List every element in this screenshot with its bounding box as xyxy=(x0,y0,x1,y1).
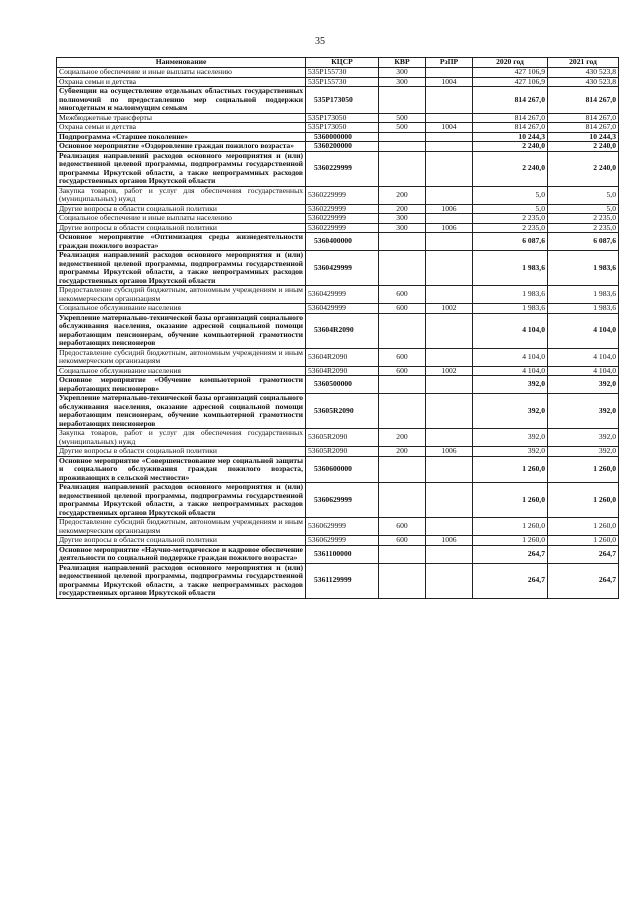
table-row xyxy=(57,251,619,286)
table-row xyxy=(57,456,619,483)
row-rzpr-cell: 1002 xyxy=(426,366,473,376)
row-name-cell: Охрана семьи и детства xyxy=(57,123,306,133)
row-2021-cell: 2 235,0 xyxy=(548,223,619,233)
row-2021-cell: 5,0 xyxy=(548,186,619,204)
row-2020-cell: 1 260,0 xyxy=(473,456,548,483)
row-kcsr-cell: 5360229999 xyxy=(306,223,379,233)
table-row xyxy=(57,68,619,78)
row-kvr-cell: 200 xyxy=(379,429,426,447)
row-name-cell: Другие вопросы в области социальной политики xyxy=(57,223,306,233)
row-kcsr-cell: 535P173050 xyxy=(306,113,379,123)
row-2020-cell: 392,0 xyxy=(473,429,548,447)
header-kcsr: КЦСР xyxy=(306,58,379,68)
row-2020-cell: 4 104,0 xyxy=(473,348,548,366)
row-2020-cell: 2 240,0 xyxy=(473,142,548,152)
row-name-cell: Охрана семьи и детства xyxy=(57,77,306,87)
row-rzpr-cell xyxy=(426,313,473,348)
row-rzpr-cell xyxy=(426,151,473,186)
row-name-cell: Субвенции на осуществление отдельных областных государственных полномочий по предоставлению мер социальной поддержки многодетным и малоимущим семьям xyxy=(57,87,306,114)
row-kcsr-cell: 53604R2090 xyxy=(306,313,379,348)
table-row xyxy=(57,233,619,251)
row-kvr-cell xyxy=(379,545,426,563)
row-kcsr-cell: 535P155730 xyxy=(306,68,379,78)
row-2020-cell: 6 087,6 xyxy=(473,233,548,251)
row-kcsr-cell: 53605R2090 xyxy=(306,447,379,457)
row-name-cell: Социальное обслуживание населения xyxy=(57,304,306,314)
row-2020-cell: 1 983,6 xyxy=(473,251,548,286)
row-2021-cell: 6 087,6 xyxy=(548,233,619,251)
row-kcsr-cell: 5360429999 xyxy=(306,304,379,314)
table-row xyxy=(57,348,619,366)
row-rzpr-cell xyxy=(426,286,473,304)
row-2021-cell: 2 240,0 xyxy=(548,151,619,186)
header-rzpr: РзПР xyxy=(426,58,473,68)
row-2020-cell: 4 104,0 xyxy=(473,366,548,376)
row-2020-cell: 814 267,0 xyxy=(473,87,548,114)
row-name-cell: Укрепление материально-технической базы организаций социального обслуживания населения, оказание адресной социальной помощи неработающим пенсионерам, обучение компьютерной грамотности неработающих пенсионеров xyxy=(57,313,306,348)
table-row xyxy=(57,123,619,133)
row-name-cell: Социальное обслуживание населения xyxy=(57,366,306,376)
row-kvr-cell: 300 xyxy=(379,68,426,78)
row-rzpr-cell: 1006 xyxy=(426,223,473,233)
row-kvr-cell: 600 xyxy=(379,304,426,314)
row-kcsr-cell: 53604R2090 xyxy=(306,348,379,366)
row-2021-cell: 4 104,0 xyxy=(548,366,619,376)
row-2020-cell: 10 244,3 xyxy=(473,132,548,142)
row-kcsr-cell: 535P173050 xyxy=(306,123,379,133)
row-rzpr-cell: 1006 xyxy=(426,204,473,214)
row-kcsr-cell: 5360400000 xyxy=(306,233,379,251)
row-rzpr-cell xyxy=(426,87,473,114)
row-2020-cell: 1 983,6 xyxy=(473,304,548,314)
row-rzpr-cell xyxy=(426,456,473,483)
row-2021-cell: 1 983,6 xyxy=(548,304,619,314)
row-2020-cell: 814 267,0 xyxy=(473,123,548,133)
header-2021: 2021 год xyxy=(548,58,619,68)
row-2020-cell: 2 235,0 xyxy=(473,214,548,224)
table-row xyxy=(57,563,619,598)
row-kvr-cell: 200 xyxy=(379,204,426,214)
row-kvr-cell xyxy=(379,563,426,598)
table-row xyxy=(57,286,619,304)
table-row xyxy=(57,447,619,457)
row-name-cell: Основное мероприятие «Оздоровление граждан пожилого возраста» xyxy=(57,142,306,152)
row-kcsr-cell: 5361129999 xyxy=(306,563,379,598)
row-rzpr-cell xyxy=(426,233,473,251)
row-2020-cell: 2 235,0 xyxy=(473,223,548,233)
row-rzpr-cell xyxy=(426,483,473,518)
row-kcsr-cell: 5360600000 xyxy=(306,456,379,483)
row-2020-cell: 427 106,9 xyxy=(473,68,548,78)
row-kcsr-cell: 5360229999 xyxy=(306,151,379,186)
row-2020-cell: 5,0 xyxy=(473,204,548,214)
row-2021-cell: 264,7 xyxy=(548,545,619,563)
row-2020-cell: 814 267,0 xyxy=(473,113,548,123)
row-rzpr-cell xyxy=(426,545,473,563)
row-kcsr-cell: 5360000000 xyxy=(306,132,379,142)
row-kvr-cell: 200 xyxy=(379,186,426,204)
row-rzpr-cell xyxy=(426,429,473,447)
row-kvr-cell: 300 xyxy=(379,77,426,87)
row-name-cell: Основное мероприятие «Обучение компьютерной грамотности неработающих пенсионеров» xyxy=(57,376,306,394)
table-row xyxy=(57,142,619,152)
row-kvr-cell xyxy=(379,87,426,114)
row-kcsr-cell: 5360229999 xyxy=(306,186,379,204)
table-header-row xyxy=(57,58,619,68)
row-2020-cell: 5,0 xyxy=(473,186,548,204)
row-name-cell: Межбюджетные трансферты xyxy=(57,113,306,123)
table-row xyxy=(57,536,619,546)
row-name-cell: Другие вопросы в области социальной политики xyxy=(57,204,306,214)
row-2020-cell: 392,0 xyxy=(473,394,548,429)
row-kvr-cell: 600 xyxy=(379,286,426,304)
row-rzpr-cell xyxy=(426,376,473,394)
row-kvr-cell: 600 xyxy=(379,348,426,366)
row-kcsr-cell: 5360629999 xyxy=(306,536,379,546)
row-kcsr-cell: 5360429999 xyxy=(306,251,379,286)
row-2021-cell: 264,7 xyxy=(548,563,619,598)
row-kvr-cell xyxy=(379,151,426,186)
row-name-cell: Предоставление субсидий бюджетным, автономным учреждениям и иным некоммерческим организациям xyxy=(57,348,306,366)
row-2020-cell: 2 240,0 xyxy=(473,151,548,186)
row-rzpr-cell: 1004 xyxy=(426,123,473,133)
row-kvr-cell: 600 xyxy=(379,518,426,536)
row-name-cell: Закупка товаров, работ и услуг для обеспечения государственных (муниципальных) нужд xyxy=(57,429,306,447)
row-rzpr-cell xyxy=(426,518,473,536)
row-kcsr-cell: 5360629999 xyxy=(306,483,379,518)
row-rzpr-cell xyxy=(426,251,473,286)
row-2020-cell: 427 106,9 xyxy=(473,77,548,87)
row-2021-cell: 814 267,0 xyxy=(548,113,619,123)
row-2021-cell: 392,0 xyxy=(548,376,619,394)
row-kvr-cell xyxy=(379,376,426,394)
row-2020-cell: 264,7 xyxy=(473,563,548,598)
row-2021-cell: 1 983,6 xyxy=(548,251,619,286)
row-kvr-cell xyxy=(379,483,426,518)
row-2021-cell: 814 267,0 xyxy=(548,123,619,133)
row-2020-cell: 1 260,0 xyxy=(473,483,548,518)
row-kvr-cell: 300 xyxy=(379,214,426,224)
row-rzpr-cell: 1006 xyxy=(426,536,473,546)
row-kcsr-cell: 5360500000 xyxy=(306,376,379,394)
row-2021-cell: 1 260,0 xyxy=(548,518,619,536)
row-2021-cell: 2 235,0 xyxy=(548,214,619,224)
row-kcsr-cell: 53604R2090 xyxy=(306,366,379,376)
header-kvr: КВР xyxy=(379,58,426,68)
row-2021-cell: 814 267,0 xyxy=(548,87,619,114)
row-kvr-cell: 500 xyxy=(379,123,426,133)
row-2021-cell: 4 104,0 xyxy=(548,313,619,348)
row-2021-cell: 1 260,0 xyxy=(548,456,619,483)
table-row xyxy=(57,376,619,394)
row-2020-cell: 392,0 xyxy=(473,447,548,457)
row-kvr-cell xyxy=(379,233,426,251)
row-name-cell: Основное мероприятие «Оптимизация среды жизнедеятельности граждан пожилого возраста» xyxy=(57,233,306,251)
row-2020-cell: 1 260,0 xyxy=(473,536,548,546)
table-row xyxy=(57,151,619,186)
table-row xyxy=(57,518,619,536)
row-kcsr-cell: 5360200000 xyxy=(306,142,379,152)
page-number: 35 xyxy=(315,36,325,47)
row-kvr-cell xyxy=(379,251,426,286)
row-2021-cell: 430 523,8 xyxy=(548,77,619,87)
row-name-cell: Подпрограмма «Старшее поколение» xyxy=(57,132,306,142)
row-kvr-cell xyxy=(379,394,426,429)
row-rzpr-cell: 1002 xyxy=(426,304,473,314)
row-name-cell: Социальное обеспечение и иные выплаты населению xyxy=(57,68,306,78)
table-row xyxy=(57,87,619,114)
table-row xyxy=(57,186,619,204)
table-row xyxy=(57,429,619,447)
row-rzpr-cell: 1004 xyxy=(426,77,473,87)
row-2020-cell: 392,0 xyxy=(473,376,548,394)
row-2021-cell: 392,0 xyxy=(548,394,619,429)
row-name-cell: Закупка товаров, работ и услуг для обеспечения государственных (муниципальных) нужд xyxy=(57,186,306,204)
row-2021-cell: 430 523,8 xyxy=(548,68,619,78)
row-name-cell: Предоставление субсидий бюджетным, автономным учреждениям и иным некоммерческим организациям xyxy=(57,518,306,536)
row-kvr-cell: 300 xyxy=(379,223,426,233)
row-2021-cell: 4 104,0 xyxy=(548,348,619,366)
table-row xyxy=(57,313,619,348)
row-2020-cell: 264,7 xyxy=(473,545,548,563)
row-rzpr-cell xyxy=(426,132,473,142)
row-name-cell: Другие вопросы в области социальной политики xyxy=(57,536,306,546)
row-2021-cell: 2 240,0 xyxy=(548,142,619,152)
table-row xyxy=(57,483,619,518)
row-2021-cell: 1 260,0 xyxy=(548,483,619,518)
row-kcsr-cell: 53605R2090 xyxy=(306,429,379,447)
table-row xyxy=(57,545,619,563)
row-kcsr-cell: 53605R2090 xyxy=(306,394,379,429)
row-rzpr-cell xyxy=(426,142,473,152)
row-kvr-cell xyxy=(379,313,426,348)
row-kcsr-cell: 5360229999 xyxy=(306,214,379,224)
row-kcsr-cell: 5361100000 xyxy=(306,545,379,563)
row-2021-cell: 10 244,3 xyxy=(548,132,619,142)
header-name: Наименование xyxy=(57,58,306,68)
row-rzpr-cell xyxy=(426,68,473,78)
row-rzpr-cell: 1006 xyxy=(426,447,473,457)
table-row xyxy=(57,304,619,314)
row-2020-cell: 1 260,0 xyxy=(473,518,548,536)
row-name-cell: Реализация направлений расходов основного мероприятия и (или) ведомственной целевой программы, подпрограммы государственной программы Иркутской области, а также непрограммных расходов государственных органов Иркутской области xyxy=(57,483,306,518)
row-kcsr-cell: 535P155730 xyxy=(306,77,379,87)
row-kvr-cell: 600 xyxy=(379,536,426,546)
table-row xyxy=(57,214,619,224)
row-rzpr-cell xyxy=(426,186,473,204)
header-2020: 2020 год xyxy=(473,58,548,68)
row-kcsr-cell: 5360429999 xyxy=(306,286,379,304)
row-name-cell: Другие вопросы в области социальной политики xyxy=(57,447,306,457)
row-2021-cell: 5,0 xyxy=(548,204,619,214)
row-name-cell: Основное мероприятие «Научно-методическое и кадровое обеспечение деятельности по социальной поддержке граждан пожилого возраста» xyxy=(57,545,306,563)
row-2021-cell: 1 983,6 xyxy=(548,286,619,304)
row-name-cell: Реализация направлений расходов основного мероприятия и (или) ведомственной целевой программы, подпрограммы государственной программы Иркутской области, а также непрограммных расходов государственных органов Иркутской области xyxy=(57,251,306,286)
row-name-cell: Реализация направлений расходов основного мероприятия и (или) ведомственной целевой программы, подпрограммы государственной программы Иркутской области, а также непрограммных расходов государственных органов Иркутской области xyxy=(57,563,306,598)
row-2020-cell: 1 983,6 xyxy=(473,286,548,304)
row-kvr-cell xyxy=(379,456,426,483)
row-kcsr-cell: 535P173050 xyxy=(306,87,379,114)
table-row xyxy=(57,394,619,429)
row-kcsr-cell: 5360229999 xyxy=(306,204,379,214)
row-name-cell: Социальное обеспечение и иные выплаты населению xyxy=(57,214,306,224)
row-2021-cell: 392,0 xyxy=(548,447,619,457)
table-body xyxy=(57,68,619,599)
row-name-cell: Реализация направлений расходов основного мероприятия и (или) ведомственной целевой программы, подпрограммы государственной программы Иркутской области, а также непрограммных расходов государственных органов Иркутской области xyxy=(57,151,306,186)
row-name-cell: Основное мероприятие «Совершенствование мер социальной защиты и социального обслуживания граждан пожилого возраста, проживающих в сельской местности» xyxy=(57,456,306,483)
row-2021-cell: 392,0 xyxy=(548,429,619,447)
row-kvr-cell xyxy=(379,142,426,152)
budget-table xyxy=(56,57,619,599)
row-kvr-cell xyxy=(379,132,426,142)
row-rzpr-cell xyxy=(426,563,473,598)
row-rzpr-cell xyxy=(426,394,473,429)
row-2020-cell: 4 104,0 xyxy=(473,313,548,348)
row-kvr-cell: 500 xyxy=(379,113,426,123)
row-name-cell: Укрепление материально-технической базы организаций социального обслуживания населения, оказание адресной социальной помощи неработающим пенсионерам, обучение компьютерной грамотности неработающих пенсионеров xyxy=(57,394,306,429)
row-kcsr-cell: 5360629999 xyxy=(306,518,379,536)
row-2021-cell: 1 260,0 xyxy=(548,536,619,546)
row-rzpr-cell xyxy=(426,214,473,224)
row-name-cell: Предоставление субсидий бюджетным, автономным учреждениям и иным некоммерческим организациям xyxy=(57,286,306,304)
row-rzpr-cell xyxy=(426,348,473,366)
row-kvr-cell: 600 xyxy=(379,366,426,376)
row-kvr-cell: 200 xyxy=(379,447,426,457)
